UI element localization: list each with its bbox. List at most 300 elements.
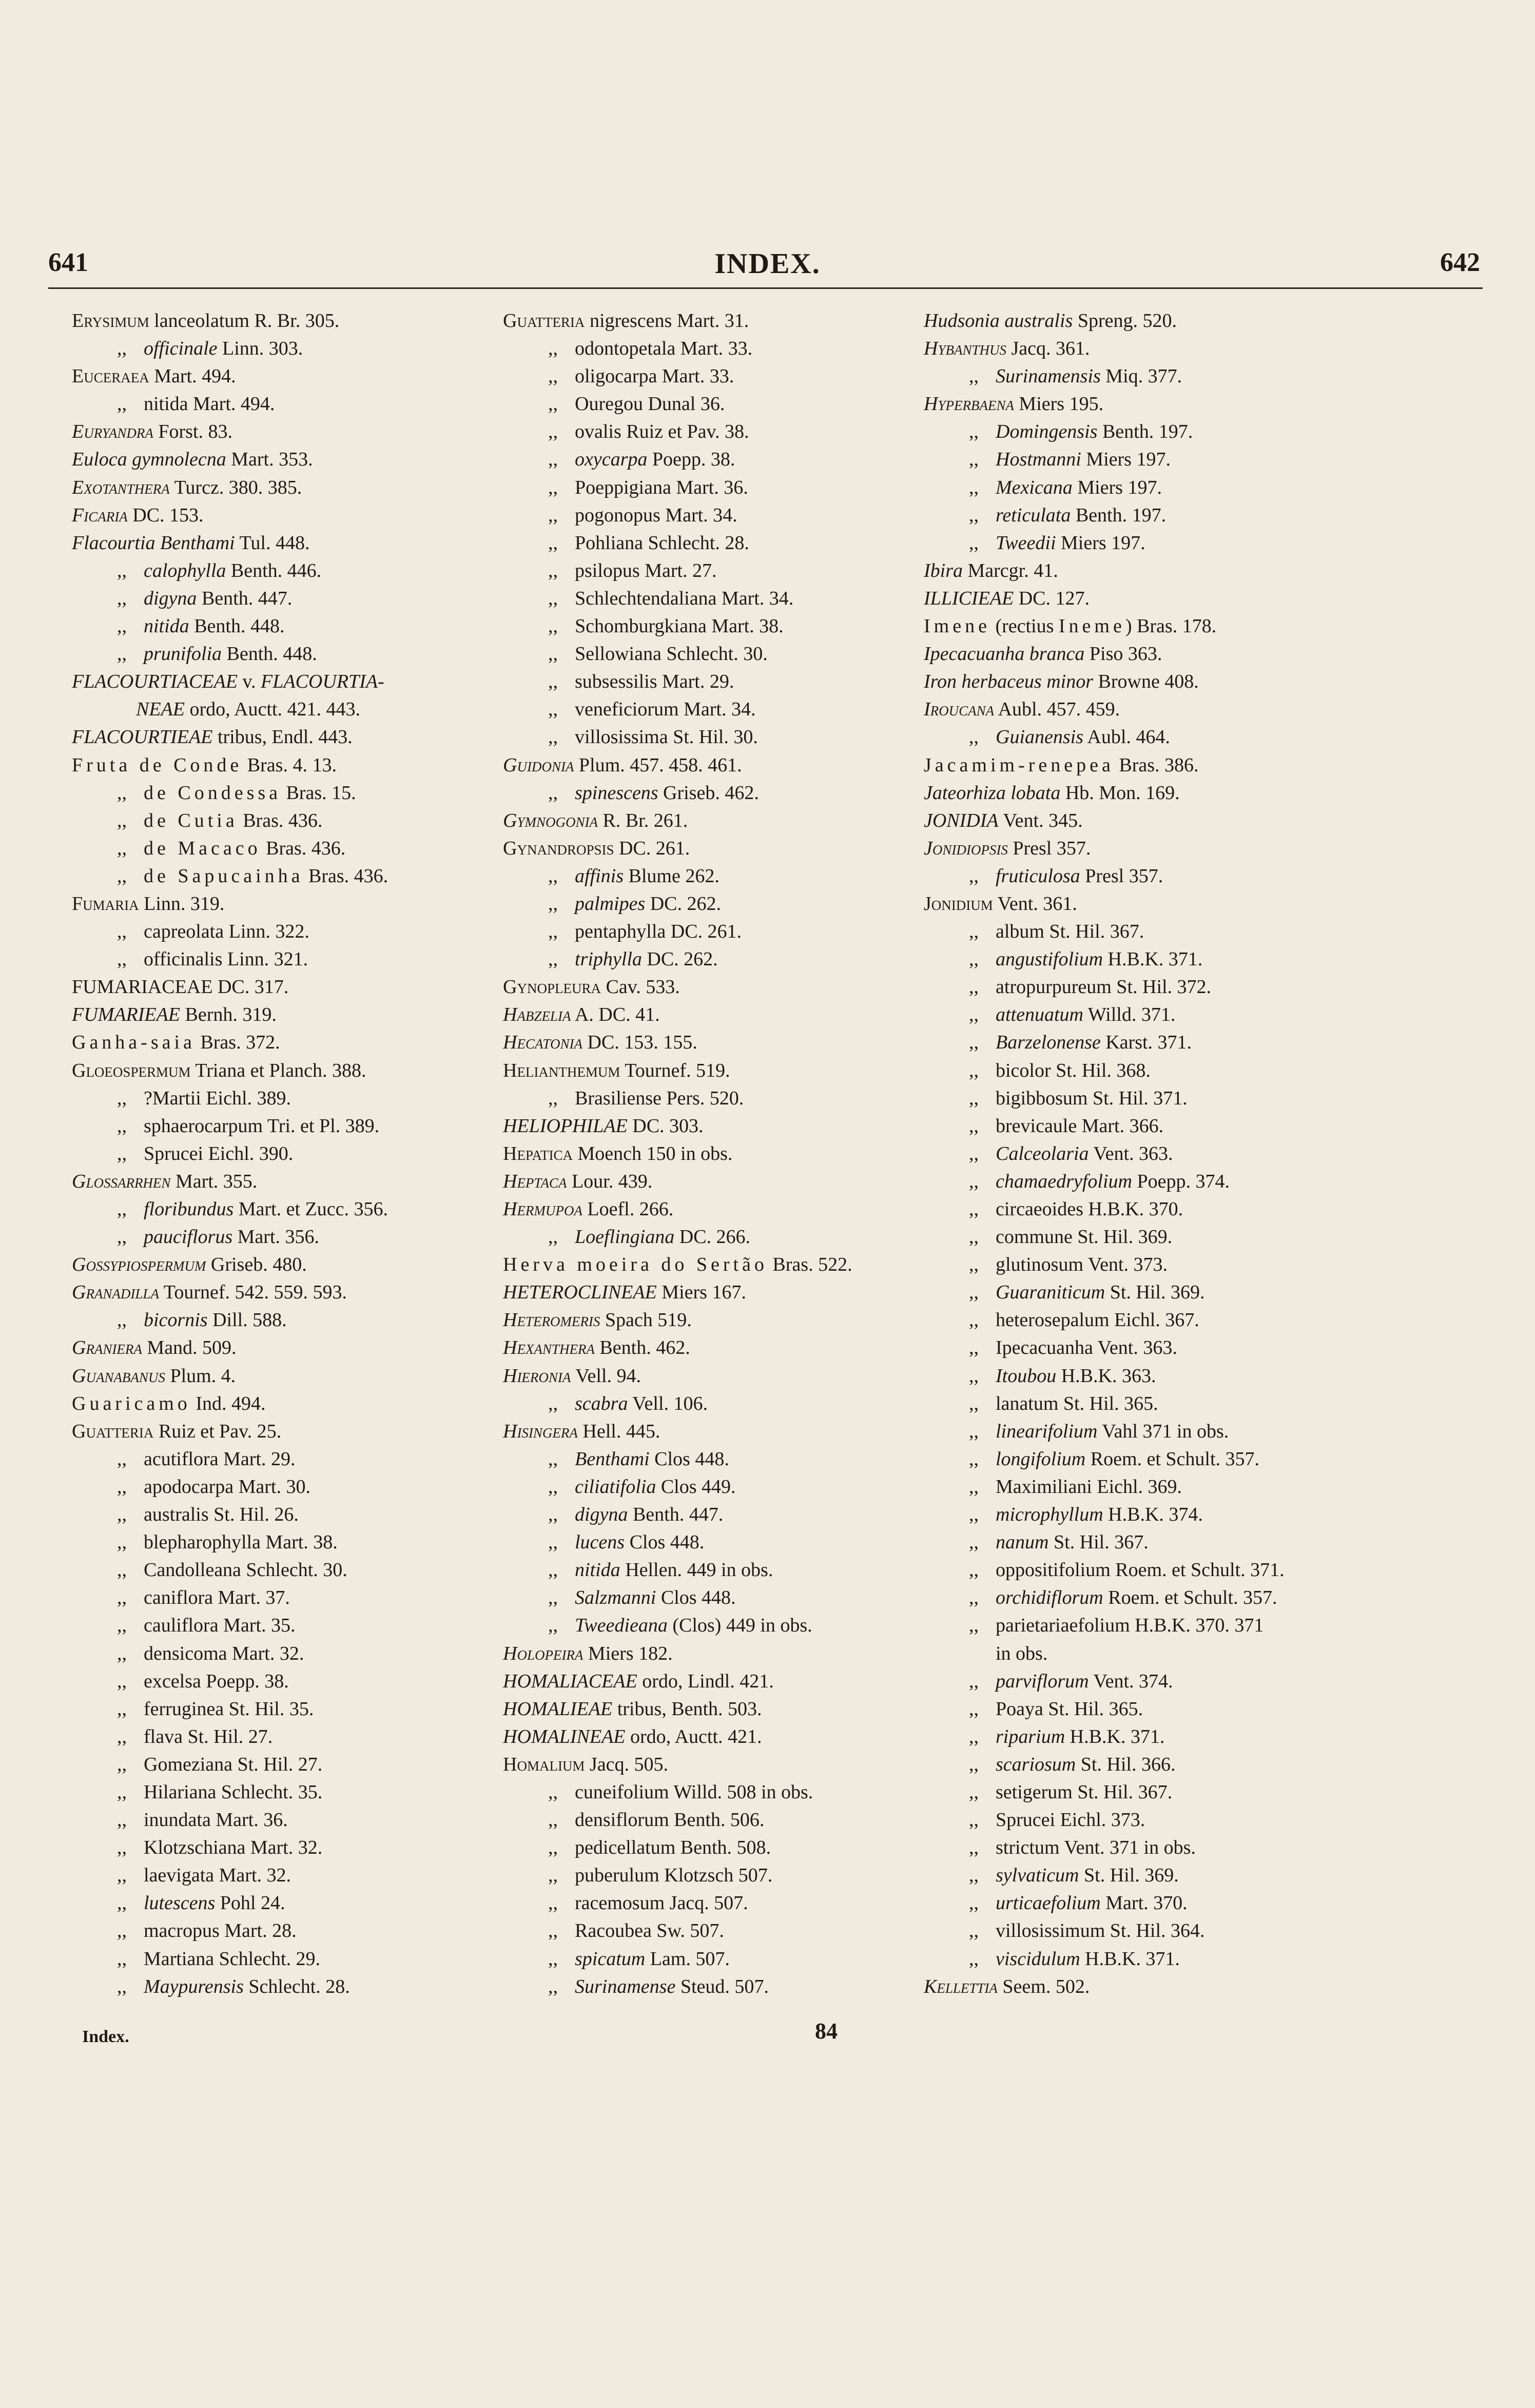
index-entry — [72, 1611, 477, 1639]
entry-name: pogonopus Mart. 34. — [575, 504, 737, 526]
entry-text — [503, 1976, 769, 1997]
entry-reference: Turcz. 380. 385. — [174, 476, 302, 498]
entry-reference: Vent. 345. — [1003, 809, 1083, 831]
entry-headword: Homalium — [503, 1753, 585, 1775]
entry-name: Pohliana Schlecht. 28. — [575, 532, 749, 554]
index-entry — [924, 1834, 1386, 1861]
entry-name: blepharophylla Mart. 38. — [144, 1531, 338, 1553]
entry-reference: Jacq. 361. — [1011, 338, 1090, 360]
entry-headword: JONIDIA — [924, 809, 999, 831]
entry-name: de Macaco — [144, 837, 261, 859]
entry-text — [72, 1809, 288, 1831]
entry-text — [503, 477, 748, 498]
entry-name: nitida — [144, 615, 189, 637]
index-entry — [503, 1223, 939, 1251]
index-entry — [503, 1306, 939, 1334]
index-entry — [72, 390, 477, 418]
entry-name: attenuatum — [996, 1004, 1083, 1026]
ditto-mark: ,, — [117, 393, 127, 415]
entry-name: officinalis Linn. 321. — [144, 948, 308, 970]
entry-name: ferruginea St. Hil. 35. — [144, 1698, 314, 1720]
entry-name: bicornis — [144, 1309, 208, 1331]
entry-name: album St. Hil. 367. — [996, 921, 1144, 943]
index-entry — [72, 751, 477, 779]
entry-name: flava St. Hil. 27. — [144, 1725, 273, 1747]
entry-reference: DC. 266. — [679, 1226, 751, 1248]
entry-name: villosissimum St. Hil. 364. — [996, 1920, 1205, 1942]
entry-reference: Clos 449. — [660, 1475, 736, 1498]
entry-reference: Miers 197. — [1086, 449, 1171, 471]
ditto-mark: ,, — [548, 1087, 558, 1109]
entry-name: Benthami — [575, 1448, 650, 1470]
index-entry — [924, 1223, 1386, 1251]
index-entry — [924, 751, 1386, 779]
entry-reference: Schlecht. 28. — [248, 1975, 350, 1997]
entry-reference: Bras. 372. — [200, 1032, 280, 1054]
entry-name: Gomeziana St. Hil. 27. — [144, 1753, 323, 1775]
index-entry — [503, 1084, 939, 1112]
entry-text — [503, 1809, 764, 1831]
entry-text — [72, 588, 292, 609]
entry-name: veneficiorum Mart. 34. — [575, 698, 756, 721]
entry-name: de Cutia — [144, 809, 238, 831]
ditto-mark: ,, — [548, 726, 558, 748]
entry-headword: Glossarrhen — [72, 1170, 171, 1192]
entry-name: de Condessa — [144, 782, 282, 804]
entry-reference: Bras. 436. — [308, 865, 388, 887]
entry-headword: Hepatica — [503, 1142, 573, 1164]
index-entry — [72, 362, 477, 390]
ditto-mark: ,, — [548, 1920, 558, 1942]
ditto-mark: ,, — [117, 1559, 127, 1581]
ditto-mark: ,, — [548, 892, 558, 915]
entry-reference: Miers 167. — [662, 1281, 746, 1304]
entry-text — [924, 1365, 1156, 1387]
index-entry — [924, 1501, 1386, 1528]
entry-text — [924, 1115, 1163, 1137]
entry-text — [72, 1309, 287, 1331]
ditto-mark: ,, — [969, 1142, 979, 1164]
entry-name: linearifolium — [996, 1420, 1098, 1442]
index-entry — [503, 1168, 939, 1195]
entry-reference: Roem. et Schult. 357. — [1090, 1448, 1260, 1470]
entry-name: glutinosum Vent. 373. — [996, 1254, 1168, 1276]
index-entry — [72, 1834, 477, 1861]
entry-text — [503, 1088, 744, 1109]
index-column-3 — [924, 307, 1386, 2001]
index-entry — [503, 918, 939, 945]
entry-text — [72, 1698, 314, 1720]
index-entry — [72, 1473, 477, 1501]
entry-reference: Benth. 197. — [1075, 504, 1167, 526]
index-entry — [72, 640, 477, 668]
entry-name: Calceolaria — [996, 1142, 1089, 1164]
ditto-mark: ,, — [969, 1531, 979, 1553]
ditto-mark: ,, — [548, 1948, 558, 1970]
index-entry — [503, 1473, 939, 1501]
entry-headword: Heptaca — [503, 1170, 567, 1192]
entry-name: Ouregou Dunal 36. — [575, 393, 725, 415]
entry-reference: Hb. Mon. 169. — [1065, 782, 1180, 804]
entry-name: Guaraniticum — [996, 1281, 1105, 1304]
entry-name: scabra — [575, 1392, 628, 1414]
entry-name: riparium — [996, 1725, 1065, 1747]
entry-headword: Gloeospermum — [72, 1059, 191, 1081]
index-entry — [924, 1028, 1386, 1056]
index-entry — [72, 1417, 477, 1445]
entry-name: digyna — [575, 1504, 628, 1526]
entry-reference: DC. 303. — [632, 1115, 704, 1137]
entry-name: sphaerocarpum Tri. et Pl. 389. — [144, 1115, 380, 1137]
ditto-mark: ,, — [117, 948, 127, 970]
entry-reference: Aubl. 457. 459. — [998, 698, 1120, 721]
entry-reference: St. Hil. 367. — [1053, 1531, 1149, 1553]
entry-reference: Mart. 370. — [1105, 1892, 1188, 1914]
index-entry — [503, 1528, 939, 1556]
entry-headword: Guidonia — [503, 754, 574, 776]
entry-reference: Dill. 588. — [212, 1309, 287, 1331]
index-entry — [72, 1917, 477, 1945]
entry-text — [72, 1865, 291, 1886]
index-entry — [503, 1751, 939, 1778]
entry-text — [924, 1781, 1172, 1803]
ditto-mark: ,, — [548, 1837, 558, 1859]
ditto-mark: ,, — [548, 1226, 558, 1248]
index-entry — [72, 695, 477, 723]
ditto-mark: ,, — [548, 365, 558, 387]
ditto-mark: ,, — [969, 1115, 979, 1137]
ditto-mark: ,, — [969, 365, 979, 387]
entry-headword: Imene — [924, 615, 990, 637]
entry-headword: Jateorhiza lobata — [924, 782, 1061, 804]
entry-reference: Mart. et Zucc. 356. — [238, 1198, 388, 1220]
index-entry — [924, 585, 1386, 612]
entry-name: densiflorum Benth. 506. — [575, 1809, 765, 1831]
index-entry — [503, 1806, 939, 1834]
index-entry — [503, 1556, 939, 1584]
entry-name: Ipecacuanha Vent. 363. — [996, 1337, 1177, 1359]
entry-text — [72, 643, 317, 665]
ditto-mark: ,, — [117, 1475, 127, 1498]
entry-reference: Miers 197. — [1061, 532, 1145, 554]
entry-headword: Gynopleura — [503, 976, 601, 998]
ditto-mark: ,, — [548, 1781, 558, 1803]
entry-name: prunifolia — [144, 643, 222, 665]
entry-name: heterosepalum Eichl. 367. — [996, 1309, 1199, 1331]
entry-name: chamaedryfolium — [996, 1170, 1132, 1192]
ditto-mark: ,, — [117, 1725, 127, 1747]
index-entry — [924, 501, 1386, 529]
index-entry — [72, 945, 477, 973]
ditto-mark: ,, — [548, 532, 558, 554]
index-entry — [924, 1861, 1386, 1889]
entry-reference: Mart. 355. — [175, 1170, 258, 1192]
index-entry — [924, 945, 1386, 973]
entry-reference: Vell. 106. — [632, 1392, 708, 1414]
ditto-mark: ,, — [548, 782, 558, 804]
ditto-mark: ,, — [969, 1670, 979, 1692]
index-entry — [503, 1778, 939, 1806]
index-column-1 — [72, 307, 477, 2001]
entry-name: Poeppigiana Mart. 36. — [575, 476, 748, 498]
index-entry — [924, 557, 1386, 585]
index-entry — [72, 585, 477, 612]
ditto-mark: ,, — [117, 1837, 127, 1859]
index-entry — [503, 1889, 939, 1917]
index-entry — [503, 362, 939, 390]
entry-text — [924, 1809, 1145, 1831]
index-entry — [924, 1751, 1386, 1778]
index-entry — [72, 1501, 477, 1528]
ditto-mark: ,, — [548, 1975, 558, 1997]
ditto-mark: ,, — [548, 449, 558, 471]
index-entry — [503, 1611, 939, 1639]
entry-name: Mexicana — [996, 476, 1073, 498]
entry-headword: Gossypiospermum — [72, 1254, 206, 1276]
entry-text — [72, 1448, 295, 1470]
index-entry — [924, 1667, 1386, 1695]
entry-reference: Vell. 94. — [575, 1365, 641, 1387]
ditto-mark: ,, — [117, 1975, 127, 1997]
index-entry — [503, 723, 939, 751]
entry-headword: Iroucana — [924, 698, 995, 721]
entry-reference: DC. 262. — [650, 892, 722, 915]
entry-reference: Griseb. 480. — [210, 1254, 307, 1276]
entry-headword: Gymnogonia — [503, 809, 598, 831]
entry-name: Salzmanni — [575, 1587, 656, 1609]
entry-reference: Marcgr. 41. — [967, 559, 1058, 581]
entry-name: cuneifolium Willd. 508 in obs. — [575, 1781, 813, 1803]
index-entry — [503, 390, 939, 418]
entry-text — [503, 560, 717, 581]
entry-reference: Loefl. 266. — [587, 1198, 674, 1220]
index-entry — [503, 640, 939, 668]
index-entry — [72, 1362, 477, 1390]
entry-name: sylvaticum — [996, 1865, 1079, 1887]
entry-text — [503, 1837, 771, 1858]
entry-name: palmipes — [575, 892, 646, 915]
entry-text — [503, 948, 718, 970]
ditto-mark: ,, — [117, 1892, 127, 1914]
entry-text — [924, 1504, 1203, 1525]
index-entry — [72, 1223, 477, 1251]
index-entry — [503, 335, 939, 362]
ditto-mark: ,, — [969, 1753, 979, 1775]
entry-headword: Guatteria — [503, 310, 585, 332]
index-entry — [72, 418, 477, 445]
entry-text — [503, 449, 735, 470]
entry-text — [924, 1004, 1175, 1025]
entry-headword: HELIOPHILAE — [503, 1115, 628, 1137]
entry-name: Sprucei Eichl. 390. — [144, 1142, 294, 1164]
ditto-mark: ,, — [548, 1392, 558, 1414]
entry-text — [924, 1309, 1199, 1331]
entry-text — [924, 1531, 1149, 1553]
ditto-mark: ,, — [969, 865, 979, 887]
index-entry — [503, 668, 939, 695]
entry-headword: Herva moeira do Sertão — [503, 1254, 768, 1276]
entry-name: fruticulosa — [996, 865, 1080, 887]
entry-text — [924, 1671, 1173, 1692]
entry-name: puberulum Klotzsch 507. — [575, 1865, 773, 1887]
index-column-2 — [503, 307, 939, 2001]
index-entry — [503, 1390, 939, 1417]
ditto-mark: ,, — [117, 1448, 127, 1470]
page-number-left: 641 — [48, 248, 88, 277]
index-entry — [72, 529, 477, 557]
index-entry — [924, 1473, 1386, 1501]
entry-reference: Hellen. 449 in obs. — [625, 1559, 773, 1581]
entry-text — [503, 1559, 773, 1581]
ditto-mark: ,, — [969, 1309, 979, 1331]
ditto-mark: ,, — [969, 1698, 979, 1720]
entry-name: pentaphylla DC. 261. — [575, 921, 742, 943]
entry-reference: Blume 262. — [628, 865, 720, 887]
entry-text — [503, 615, 784, 637]
ditto-mark: ,, — [117, 1504, 127, 1526]
entry-headword: Habzelia — [503, 1004, 571, 1026]
entry-reference: H.B.K. 363. — [1061, 1365, 1156, 1387]
entry-headword: Euryandra — [72, 421, 153, 443]
entry-text — [72, 1531, 338, 1553]
ditto-mark: ,, — [548, 671, 558, 693]
entry-reference: Tournef. 542. 559. 593. — [163, 1281, 347, 1304]
entry-text — [924, 1892, 1188, 1914]
index-entry — [72, 973, 477, 1001]
index-entry — [924, 1584, 1386, 1611]
entry-text — [72, 1754, 322, 1775]
entry-text — [72, 810, 322, 831]
entry-text — [72, 560, 321, 581]
ditto-mark: ,, — [117, 1753, 127, 1775]
index-entry — [924, 1306, 1386, 1334]
entry-reference: Aubl. 464. — [1087, 726, 1170, 748]
entry-name: setigerum St. Hil. 367. — [996, 1781, 1173, 1803]
entry-name: calophylla — [144, 559, 226, 581]
entry-reference: Mart. 356. — [237, 1226, 319, 1248]
ditto-mark: ,, — [969, 504, 979, 526]
index-entry — [924, 918, 1386, 945]
entry-text — [924, 365, 1182, 387]
index-entry — [503, 418, 939, 445]
entry-text — [72, 1226, 319, 1248]
entry-reference: St. Hil. 366. — [1080, 1753, 1176, 1775]
index-entry — [503, 1917, 939, 1945]
entry-text — [924, 532, 1145, 554]
entry-text — [72, 1948, 320, 1970]
index-entry — [924, 862, 1386, 890]
entry-reference: Seem. 502. — [1002, 1975, 1090, 1997]
entry-reference: tribus, Endl. 443. — [217, 726, 353, 748]
index-entry — [72, 1889, 477, 1917]
entry-headword: Graniera — [72, 1337, 142, 1359]
index-entry — [924, 1778, 1386, 1806]
index-entry — [503, 612, 939, 640]
ditto-mark: ,, — [969, 1004, 979, 1026]
index-entry — [72, 1667, 477, 1695]
entry-headword: FLACOURTIEAE — [72, 726, 213, 748]
entry-name: triphylla — [575, 948, 642, 970]
index-entry — [72, 1945, 477, 1973]
ditto-mark: ,, — [117, 1198, 127, 1220]
entry-name: angustifolium — [996, 948, 1103, 970]
entry-reference: Mart. 353. — [231, 449, 313, 471]
ditto-mark: ,, — [117, 587, 127, 609]
ditto-mark: ,, — [969, 948, 979, 970]
entry-name: oligocarpa Mart. 33. — [575, 365, 734, 387]
entry-reference: Clos 448. — [629, 1531, 705, 1553]
entry-text — [72, 1781, 322, 1803]
ditto-mark: ,, — [969, 1504, 979, 1526]
entry-headword: Hexanthera — [503, 1337, 595, 1359]
entry-reference: Presl 357. — [1013, 837, 1091, 859]
index-entry — [72, 807, 477, 834]
ditto-mark: ,, — [117, 1948, 127, 1970]
ditto-mark: ,, — [117, 1531, 127, 1553]
entry-name: lutescens — [144, 1892, 216, 1914]
entry-text — [924, 504, 1166, 526]
index-entry — [503, 1584, 939, 1611]
index-entry — [503, 834, 939, 862]
entry-text — [924, 1254, 1168, 1275]
ditto-mark: ,, — [548, 1504, 558, 1526]
entry-headword: Gynandropsis — [503, 837, 614, 859]
entry-reference: Poepp. 38. — [652, 449, 735, 471]
index-entry — [924, 779, 1386, 807]
entry-reference: Hell. 445. — [582, 1420, 660, 1442]
ditto-mark: ,, — [969, 1725, 979, 1747]
ditto-mark: ,, — [548, 1531, 558, 1553]
entry-text — [924, 1393, 1158, 1414]
entry-headword: Granadilla — [72, 1281, 159, 1304]
entry-headword: FUMARIACEAE — [72, 976, 213, 998]
index-entry — [72, 1112, 477, 1140]
index-entry — [503, 1028, 939, 1056]
index-entry — [72, 1695, 477, 1723]
entry-name: Racoubea Sw. 507. — [575, 1920, 724, 1942]
index-entry — [72, 612, 477, 640]
index-entry — [72, 1723, 477, 1751]
entry-headword: FUMARIEAE — [72, 1004, 181, 1026]
entry-name: Candolleana Schlecht. 30. — [144, 1559, 347, 1581]
index-entry — [924, 362, 1386, 390]
ditto-mark: ,, — [117, 643, 127, 665]
entry-name: laevigata Mart. 32. — [144, 1865, 292, 1887]
ditto-mark: ,, — [117, 1615, 127, 1637]
index-entry — [72, 1640, 477, 1667]
entry-reference: A. DC. 41. — [574, 1004, 660, 1026]
entry-name: bicolor St. Hil. 368. — [996, 1059, 1151, 1081]
entry-reference: Clos 448. — [654, 1448, 729, 1470]
ditto-mark: ,, — [969, 1170, 979, 1192]
entry-reference: tribus, Benth. 503. — [617, 1698, 762, 1720]
index-entry — [72, 1973, 477, 2001]
ditto-mark: ,, — [548, 1587, 558, 1609]
entry-name: parviflorum — [996, 1670, 1089, 1692]
entry-text — [924, 1698, 1143, 1720]
ditto-mark: ,, — [969, 1865, 979, 1887]
entry-headword: Hermupoa — [503, 1198, 582, 1220]
index-entry — [503, 1723, 939, 1751]
ditto-mark: ,, — [117, 837, 127, 859]
entry-name: Hostmanni — [996, 449, 1081, 471]
ditto-mark: ,, — [117, 1115, 127, 1137]
entry-text — [72, 1476, 310, 1498]
entry-reference: DC. 153. — [132, 504, 204, 526]
entry-text — [503, 643, 768, 665]
entry-headword: Exotanthera — [72, 476, 170, 498]
entry-reference: Presl 357. — [1085, 865, 1163, 887]
